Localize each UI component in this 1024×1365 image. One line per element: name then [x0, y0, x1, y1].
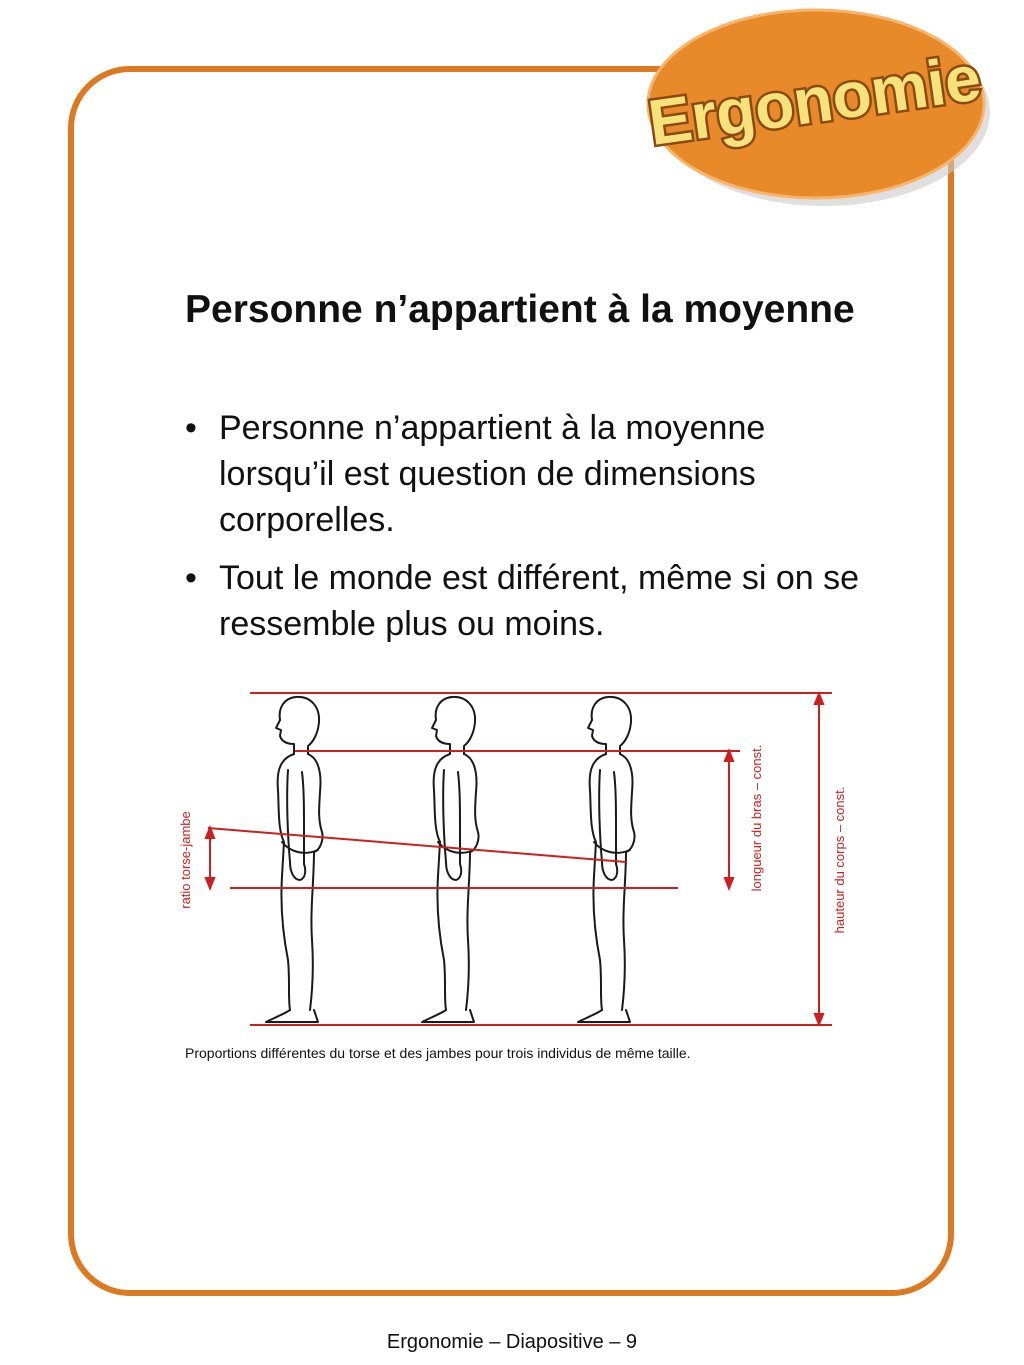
bullet-list [185, 405, 865, 659]
bullet-item [185, 555, 865, 647]
ratio-slope-line [208, 828, 626, 862]
slide-title: Personne n’appartient à la moyenne [185, 288, 855, 331]
ergonomie-logo [618, 0, 1024, 210]
bullet-dot: • [185, 409, 197, 447]
bullet-item [185, 405, 865, 543]
arm-length-label: longueur du bras – const. [749, 744, 764, 892]
slide-footer: Ergonomie – Diapositive – 9 [386, 1331, 638, 1353]
bullet-dot: • [185, 559, 197, 597]
logo-text: Ergonomie [644, 41, 986, 160]
body-proportions-figure [170, 680, 860, 1040]
figure-caption: Proportions différentes du torse et des jambes pour trois individus de même taille. [185, 1045, 691, 1061]
body-height-label: hauteur du corps – const. [832, 786, 847, 934]
bullet-text: Personne n’appartient à la moyenne lorsqu’il est question de dimensions corporelles. [219, 409, 766, 539]
bullet-text: Tout le monde est différent, même si on se ressemble plus ou moins. [219, 559, 860, 643]
torso-leg-ratio-label: ratio torse-jambe [178, 811, 193, 909]
person-figure [266, 697, 323, 1022]
person-figure [422, 697, 479, 1022]
